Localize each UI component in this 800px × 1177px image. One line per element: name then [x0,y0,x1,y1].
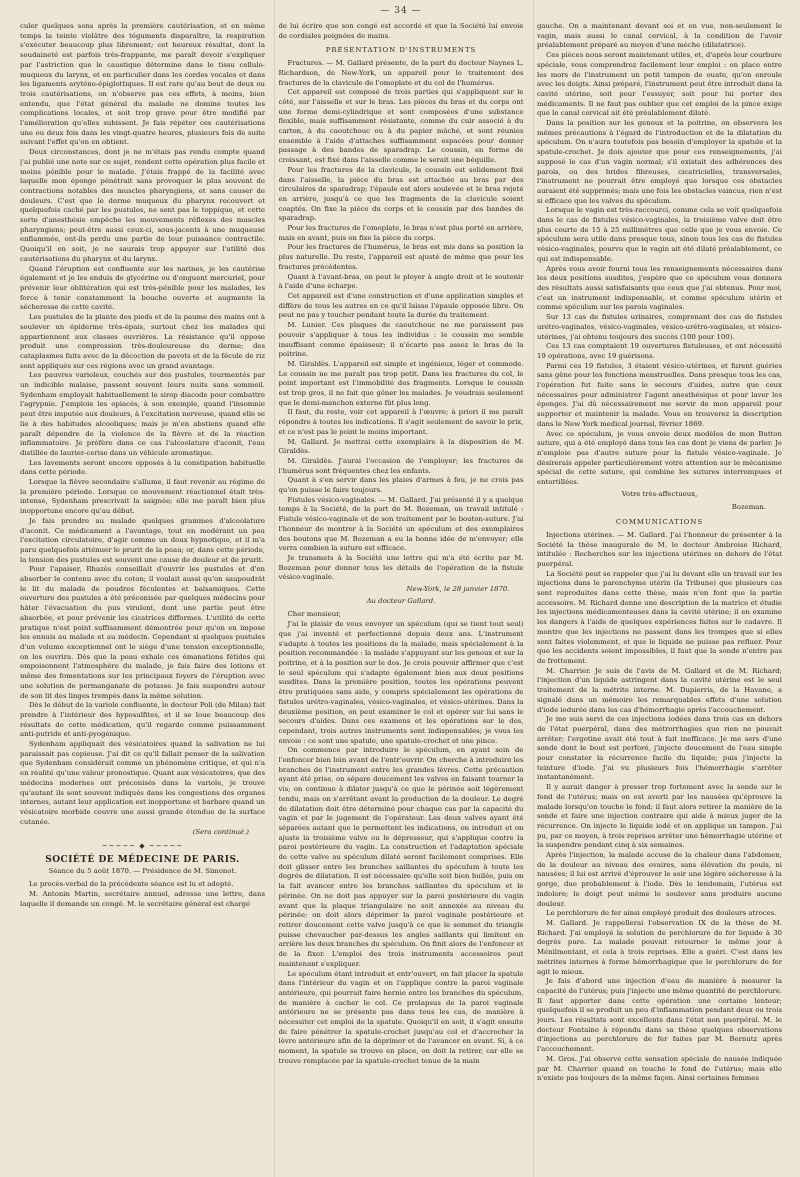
paragraph: Les lavements seront encore opposés à la constipation habituelle dans cette période. [20,458,265,477]
society-title: SOCIÉTÉ DE MÉDECINE DE PARIS. [45,854,240,865]
paragraph: culer quelques sons après la première cautérisation, et en même temps la teinte violâtre des téguments disparaître, la respiration s'exécuter beaucoup plus librement; cet heureux résultat, dont la soudaineté est parfois très-frappante, me paraît devoir s'expliquer par l'astriction que le caustique détermine dans le tissu cellulo-muqueux du larynx, et en particulier dans les cordes vocales et dans les ligaments aryténo-épiglottiques. Il est rare qu'au bout de deux ou trois cautérisations, on n'observe pas ces effets, à moins, bien entendu, que l'état général du malade ne domine toutes les complications locales, et soit trop grave pour être modifié par l'amélioration qu'elles subissent. Je fais répéter ces cautérisations une ou deux fois dans les vingt-quatre heures, plusieurs fois de suite suivant l'effet qu'on en obtient. [20,22,265,147]
paragraph: Lorsque le vagin est très-raccourci, comme cela se voit quelquefois dans le cas de fistules vésico-vaginales, la troisième valve doit être plus courte de 15 à 25 millimètres que celle que je vous envoie. Ce spéculum sera utile dans presque tous, sinon tous les cas de fistules vésico-vaginales, pourvu que le vagin ait été dilaté préalablement, ce qui est indispensable. [537,206,782,263]
paragraph: Quant à l'avant-bras, on peut le ployer à angle droit et le soutenir à l'aide d'une écharpe. [278,272,524,291]
paragraph: La Société peut se rappeler que j'ai lu devant elle un travail sur les injections dans le parenchyme utérin (la Tribune) que plusieurs cas sont reproduites dans cette thèse, mais n'en font que la partie accessoire. M. Richard donne une description de la matrice et étudie les injections médicamenteuses dans la cavité utérine; il en examine les dangers à l'aide de quelques expériences faites sur le cadavre. Il montre que les injections ne passent dans les trompes que si elles sont faites violemment, et que le liquide ne puisse pas refluer. Pour que les accidents soient impossibles, il faut que la sonde n'entre pas de frottement. [537,569,782,665]
paragraph: Pour les fractures de la clavicule, le coussin est solidement fixé dans l'aisselle, la pièce du bras est attachée au bras par des circulaires de sparadrap; l'épaule est alors soulevée et le bras rejeté en arrière, jusqu'à ce que les fragments de la clavicule soient coaptés. On fixe la pièce du corps et le coussin par des bandes de sparadrap. [278,165,524,223]
column-2 [279,22,524,1172]
paragraph: Le perchlorure de fer ainsi employé produit des douleurs atroces. [546,909,777,918]
paragraph: Deux circonstances, dont je ne m'étais pas rendu compte quand j'ai publié une note sur ce sujet, rendent cette opération plus facile et moins pénible pour le malade. J'étais frappé de la facilité avec laquelle mon éponge pénétrait sans provoquer le plus souvent de contractions notables des muscles pharyngiens, et sans causer de douleurs. C'est que le derme muqueux du pharynx recouvert et quelquefois caché par les pustules, ne sent pas le toppique, et cette sorte d'anesthésie empêche les mouvements réflexes des muscles pharyngiens; peut-être aussi ceux-ci, sous-jacents à une muqueuse enflammée, ont-ils perdu une partie de leur puissance contractile. Quoiqu'il en soit, je ne saurais trop appuyer sur l'utilité des cautérisations du pharynx et du larynx. [20,148,265,263]
paragraph: Le procès-verbal de la précédente séance est lu et adopté. [29,880,234,889]
paragraph: Avec ce spéculum, je vous envoie deux modèles de mon Button suture, qui a été employé dans tous les cas dont je viens de parler. Je n'emploie pas d'autre suture pour la fistule vésico-vaginale. Je désirerais appeler particulièrement votre attention sur le mécanisme spécial de cette suture, qui combine les sutures interrompues et entortillées. [537,429,782,487]
paragraph: M. Gallard. Je rappellerai l'observation IX de la thèse de M. Richard. J'ai employé la solution de perchlorure de fer liquide à 30 degrés pure. La malade pouvait retourner le même jour à Ménilmontant, et cela à trois reprises. Elle a guéri. C'est dans les métrites internes à forme hémorrhagique que le perchlorure de fer agit le mieux. [537,918,782,976]
paragraph: Je fais prendre au malade quelques grammes d'alcoolature d'aconit. Ce médicament a l'avantage, tout en modérant un peu l'excitation circulatoire, d'agir comme un doux hypnotique, et il m'a paru quelquefois atténuer le prurit de la peau; or, dans cette période, la tension des pustules est souvent une cause de douleur et de prurit. [20,516,265,564]
section-heading: COMMUNICATIONS [615,518,704,527]
paragraph: de lui écrire que son congé est accordé et que la Société lui envoie de cordiales poignées de mains. [278,22,524,40]
paragraph: Il faut, du reste, voir cet appareil à l'œuvre; à priori il me paraît répondre à toutes les indications. Il s'agit seulement de savoir le prix, et ce n'est pas le point le moins important. [278,408,524,436]
paragraph: M. Charrier. Je suis de l'avis de M. Gallard et de M. Richard; l'injection d'un liquide astringent dans la cavité utérine est le seul traitement de la métrite interne. M. Dupierris, de la Havane, a signalé dans un mémoire les remarquables effets d'une solution d'iode iodurée dans les cas d'hémorrhagie après l'accouchement. [537,666,782,714]
paragraph: J'ai le plaisir de vous envoyer un spéculum (qui se tient tout seul) que j'ai inventé et perfectionné depuis deux ans. L'instrument s'adapte à toutes les positions de la malade, mais spécialement à la position recommandée : la malade s'appuyant sur les genoux et sur la poitrine, et à la position sur le dos. Je crois pouvoir affirmer que c'est le seul spéculum qui s'adapte également bien aux deux positions susdites. Dans la première position, toutes les opérations peuvent être pratiquées sans aide, y compris spécialement les opérations de fistules urétro-vaginales, vésico-vaginales, et vésico-utérines. Dans la deuxième position, on peut examiner le col et opérer sur lui sans le secours d'aides. Dans ces examens et les opérations sur le dos, cependant, trois autres instruments sont indispensables; je vous les envoie : ce sont une spatule, une spatule-crochet et une pince. [278,620,524,745]
paragraph: Les pauvres varioleux, couchés sur des pustules, tourmentés par un indicible malaise, passent souvent leurs nuits sans sommeil. Sydenham employait habituellement le sirop diacode pour combattre l'agrypnie. J'emploie les opiacés, à son exemple, quand l'insomnie peut être imputée aux douleurs, à l'excitation nerveuse, quand elle se lie à des habitudes alcooliques; mais je m'en abstiens quand elle paraît dépendre de la violence de la fièvre et de la réaction inflammatoire. Je préfère dans ce cas l'alcoolature d'aconit, l'eau distillée de laurier-cerise dans un véhicule aromatique. [20,371,265,457]
letter-closing: Votre très-affectueux, [621,489,698,498]
paragraph: Je transmets à la Société une lettre qui m'a été écrite par M. Bozeman pour donner tous les détails de l'opération de la fistule vésico-vaginale. [278,553,524,582]
paragraph: Dans la position sur les genoux et la poitrine, on observera les mêmes précautions à l'égard de l'introduction et de la dilatation du spéculum. On n'aura toutefois pas besoin d'employer la spatule et la spatule-crochet. Je dois ajouter que pour ces renseignements, j'ai supposé le cas d'un vagin normal; s'il existait des adhérences des parois, ou des brides fibreuses, cicatricielles, transversales, l'instrument ne pourrait être employé que lorsque ces obstacles auraient été supprimés; mais une fois les obstacles vaincus, rien n'est si efficace que les valves du spéculum. [537,119,782,205]
columns [20,22,782,1172]
paragraph: Cher monsieur, [287,610,341,619]
paragraph: M. Gallard. Je mettrai cette exemplaire à la disposition de M. Giraldès. [278,437,524,456]
letter-recipient: Au docteur Gallard. [366,596,436,605]
paragraph: Fistules vésico-vaginales. — M. Gallard. J'ai présenté il y a quelque temps à la Société, de la part de M. Bozeman, un travail intitulé : Fistule vésico-vaginale et de son traitement par le bouton-suture. J'ai l'honneur de montrer à la Société un spéculum et des exemplaires des boutons que M. Bozeman a eu la bonne idée de m'envoyer; elle verra combien la suture est efficace. [278,495,524,553]
paragraph: Cet appareil est composé de trois parties qui s'appliquent sur le côté, sur l'aisselle et sur le bras. Les pièces du bras et du corps ont une forme demi-cylindrique et sont composées d'une substance flexible, mais suffisamment résistante, comme du cuir associé à du carton, à du caoutchouc ou à du papier mâché, et sont réunies ensemble à l'aide d'attaches suffisamment espacées pour donner passage à des bandes de sparadrap. Le coussin, en forme de croissant, est fixé dans l'aisselle comme le serait une béquille. [278,88,524,165]
ornamental-rule: ~~~~~ ◆ ~~~~~ [101,842,184,851]
page-number: — 34 — [380,6,422,16]
paragraph: M. Lunier. Ces plaques de caoutchouc ne me paraissent pas pouvoir s'appliquer à tous les individus : le coussin me semble insuffisant comme épaisseur; il n'écarte pas assez le bras de la poitrine. [278,321,524,359]
paragraph: Fractures. — M. Gallard présente, de la part du docteur Naynes L. Richardson, de New-York, un appareil pour le traitement des fractures de la clavicule de l'omoplate et du col de l'humérus. [278,59,524,87]
paragraph: M. Giraldès. J'aurai l'occasion de l'employer; les fractures de l'humérus sont fréquentes chez les enfants. [278,456,524,475]
paragraph: M. Antonin Martin, secrétaire annuel, adresse une lettre, dans laquelle il demande un congé. M. le secrétaire général est chargé [20,889,265,908]
paragraph: On commence par introduire le spéculum, en ayant soin de l'enfoncer bien loin avant de l'entr'ouvrir. On cherche à introduire les branches de l'instrument entre les grandes lèvres. Cette précaution ayant été prise, on sépare doucement les valves en faisant tourner la vis; on continue à dilater jusqu'à ce que le périnée soit légèrement tendu, mais on s'arrêtant avant la production de la douleur. Le degré de dilatation doit être déterminé pour chaque cas par la capacité du vagin et par le jugement de l'opérateur. Les deux valves ayant été séparées autant que le permettent les indications, on introduit et on ajuste la troisième valve ou le dépresseur, qui s'applique contre la paroi postérieure du vagin. La construction et l'adaptation spéciale de cette valve au spéculum dilaté seront facilement comprises. Elle doit glisser entre les branches saillantes du spéculum à toute les degrés de dilatation. Il est nécessaire qu'elle soit bien huilée, puis on la fait avancer entre les branches saillantes du spéculum et le périnée. On ne doit pas appuyer sur la paroi postérieure du vagin avant que la plaque triangulaire ne soit annexée au niveau du périnée; on doit alors déprimer la paroi vaginale postérieure et retirer doucement cette valve jusqu'à ce que le sommet du triangle puisse chevaucher par-dessus les angles saillants qui limitent en arrière les deux branches du spéculum. On finit alors de l'enfoncer et de la fixer. L'emploi des trois instruments accessoires peut maintenant s'expliquer. [278,746,524,968]
paragraph: Quand l'éruption est confluente sur les narines, je les cautérise également et je les enduis de glycérine ou d'onguent mercuriel, pour prévenir leur oblitération qui est très-pénible pour les malades, les force à tenir constamment la bouche ouverte et augmente la sécheresse de cette cavité. [20,264,265,312]
paragraph: Cet appareil est d'une construction et d'une application simples et diffère de tous les autres en ce qu'il laisse l'épaule opposée libre. On peut ne pas y toucher pendant toute la durée du traitement. [278,291,524,320]
paragraph: Injections utérines. — M. Gallard. J'ai l'honneur de présenter à la Société la thèse inaugurale de M. le docteur Ambroise Richard, intitulée : Recherches sur les injections utérines en dehors de l'état puerpéral. [537,530,782,568]
letter-signature: Bozeman. [731,503,766,512]
session-line: Séance du 5 août 1870. — Présidence de M. Simonot. [48,867,237,876]
paragraph: M. Gros. J'ai observé cette sensation spéciale de nausée indiquée par M. Charrier quand on touche le fond de l'utérus; mais elle n'existe pas toujours de la même façon. Ainsi certaines femmes [537,1054,782,1083]
paragraph: Il y aurait danger à presser trop fortement avec la sonde sur le fond de l'utérus; mais on est averti par les nausées qu'éprouve la malade lorsqu'on touche le fond; il faut alors retirer la manière de la sonde et faire une injection contraire qui aide à mieux juger de la récurrence. On injecte le liquide iodé et on applique un tampon. J'ai pu, par ce moyen, à trois reprises arrêter une hémorrhagie utérine et la suspendre pendant cinq à six semaines. [537,783,782,850]
paragraph: Parmi ces 19 fistules, 3 étaient vésico-utérines, et furent guéries sans gêne pour les fonctions menstruelles. Dans presque tous les cas, l'opération fut faite sans le secours d'aides, autre que ceux nécessaires pour administrer l'agent anesthésique et pour laver les éponges. J'ai dû nécessairement me servir de mon appareil pour supporter et maintenir la malade. Vous en trouverez la description dans le New York medical journal, février 1869. [537,361,782,428]
column-3 [537,22,782,1172]
column-1 [20,22,265,1172]
to-be-continued: (Sera continué.) [192,828,249,837]
section-heading: PRÉSENTATION D'INSTRUMENTS [325,46,477,55]
paragraph: Sydenham appliquait des vésicatoires quand la salivation ne lui paraissait pas copieuse. J'ai dit ce qu'il fallait penser de la salivation que Sydenham considérait comme un phénomène critique, et qui n'a en réalité qu'une valeur pronostique. Quant aux vésicatoires, que des médecins modernes ont préconisés dans la variole, je trouve qu'autant ils sont souvent indiqués dans les congestions des organes internes, autant leur application est inopportune et barbare quand un vésicatoire morbide couvre une aussi grande étendue de la surface cutanée. [20,740,265,826]
paragraph: Pour les fractures de l'omoplate, le bras n'est plus porté en arrière, mais en avant, puis on fixe la pièce du corps. [278,224,524,242]
paragraph: Pour les fractures de l'humérus, le bras est mis dans sa position la plus naturelle. Du reste, l'appareil est ajusté de même que pour les fractures précédentes. [278,243,524,271]
column-divider [274,0,275,1177]
paragraph: Pour l'apaiser, Rhazès conseillait d'ouvrir les pustules et d'en absorber le contenu avec du coton; il voulait aussi qu'on saupoudrât le lit du malade de poudres féculentes et balsamiques. Cette ouverture des pustules a été préconisée par quelques médecins pour hâter l'évacuation du pus virulent, dont une partie peut être absorbée, et pour prévenir les cicatrices difformes. L'utilité de cette pratique n'est point suffisamment démontrée pour qu'on en impose les ennuis au malade et au médecin. Cependant si quelques pustules d'un volume exceptionnel ont le siège d'une tension exceptionnelle, on les ouvrira. Dès que la peau exhale ces émanations fétides qui empoisonnent l'atmosphère du malade, je fais faire des lotions et même des fomentations sur les principaux foyers de l'éruption avec une solution de permanganate de potasse. Je fais suspendre autour de son lit des linges trempés dans la même solution. [20,565,265,700]
paragraph: Le spéculum étant introduit et entr'ouvert, on fait placer la spatule dans l'intérieur du vagin et on l'applique contre la paroi vaginale antérieure, qui pourrait faire hernie entre les branches du spéculum, de manière à cacher le col. Ce prolapsus de la paroi vaginale antérieure ne se présente pas dans tous les cas, de manière à nécessiter cet emploi de la spatule. Quoiqu'il en soit, il s'agit ensuite de faire pénétrer la spatule-crochet jusqu'au col et d'accrocher la lèvre antérieure afin de la déprimer et de l'avancer en avant. Si, à ce moment, la spatule se trouve en place, on doit la retirer, car elle se trouve remplacée par la spatule-crochet tenue de la main [278,969,524,1065]
paragraph: Je fais d'abord une injection d'eau de manière à mesurer la capacité de l'utérus; puis j'injecte une même quantité de perchlorure. Il faut apporter dans cette opération une certaine lenteur; quelquefois il se produit un peu d'inflammation pendant deux ou trois jours. Les résultats sont excellents dans l'état non puerpéral. M. le docteur Fontaine à répondu dans sa thèse quelques observations d'injections au perchlorure de fer faites par M. Bernutz après l'accouchement. [537,977,782,1054]
paragraph: gauche. On a maintenant devant soi et en vue, non-seulement le vagin, mais aussi le canal cervical, à la condition de l'avoir préalablement préparé au moyen d'une mèche (dilatatrice). [537,22,782,50]
paragraph: Sur 13 cas de fistules urinaires, comprenant des cas de fistules urétro-vaginales, vésico-vaginales, vésico-urétro-vaginales, et vésico-utérines, j'ai obtenu toujours des succès (100 pour 100). [537,313,782,341]
paragraph: Ces pièces nous seront maintenant utiles, et, d'après leur courbure spéciale, vous comprendrez facilement leur emploi : on place entre les mors de l'instrument un petit tampon de ouate, qu'on enroule avec les doigts. Ainsi préparé, l'instrument peut être introduit dans la cavité utérine, soit pour l'essuyer, soit pour lui porter des médicaments. Il ne faut pas oublier que cet emploi de la pince exige que le canal cervical ait été préalablement dilaté. [537,51,782,118]
paragraph: Quant à s'en servir dans les plaies d'armes à feu, je ne crois pas qu'on puisse le faire toujours. [278,476,524,495]
paragraph: Lorsque la fièvre secondaire s'allume, il faut revenir au régime de la première période. Lorsque ce mouvement réactionnel était très-intense, Sydenham prescrivait la saignée; elle me paraît bien plus inopportune encore qu'au début. [20,478,265,516]
paragraph: Ces 13 cas comptaient 19 ouvertures fistuleuses, et ont nécessité 19 opérations, avec 19 guérisons. [537,342,782,360]
paragraph: Les pustules de la plante des pieds et de la paume des mains ont à soulever un épiderme très-épais, surtout chez les malades qui appartiennent aux classes ouvrières. La résistance qu'il oppose produit une compression très-douloureuse du derme; des cataplasmes faits avec de la décoction de pavots et de la fécule de riz sont appliqués sur ces régions avec un grand avantage. [20,313,265,370]
paragraph: Après l'injection, la malade accuse de la chaleur dans l'abdomen, de la douleur au niveau des ovaires, sans élévation du pouls, ni nausées; il lui est arrivé d'éprouver le soir une légère sécheresse à la gorge, due probablement à l'iode. Dès le lendemain, l'utérus est indolore; le doigt peut même le soulever sans produire aucune douleur. [537,851,782,908]
paragraph: Je me suis servi de ces injections iodées dans trois cas en dehors de l'état puerpéral, dans des métrorrhagies que rien ne pouvait arrêter; l'ergotine avait été tout à fait inefficace. Je me sers d'une sonde dont le bout est perforé, j'injecte doucement de l'eau simple pour constater la récurrence facile du liquide; puis j'injecte la teinture d'iode. J'ai vu plusieurs fois l'hémorrhagie s'arrêter instantanément. [537,715,782,782]
paragraph: Dès le début de la variole confluente, le docteur Poli (de Milan) fait prendre à l'intérieur des hyposulfites, et il se loue beaucoup des résultats de cette médication, qu'il regarde comme puissamment anti-putride et anti-pyogénique. [20,701,265,739]
column-divider [533,0,534,1177]
paragraph: M. Giraldès. L'appareil est simple et ingénieux, léger et commode. Le coussin ne me paraît pas trop petit. Dans les fractures du col, le point important est l'immobilité des fragments. Lorsque le coussin est trop gros, il ne fait que gêner les malades. Je voudrais seulement que le demi-manchon externe fût plus long. [278,359,524,407]
letter-date: New-York, le 28 janvier 1870. [406,585,510,594]
paragraph: Après vous avoir fourni tous les renseignements nécessaires dans les deux positions susdites, j'espère que ce spéculum vous donnera des résultats aussi satisfaisants que ceux que j'ai obtenus. Pour moi, c'est un instrument indispensable, et comme spéculum utérin et comme spéculum sur les parois vaginales. [537,264,782,312]
